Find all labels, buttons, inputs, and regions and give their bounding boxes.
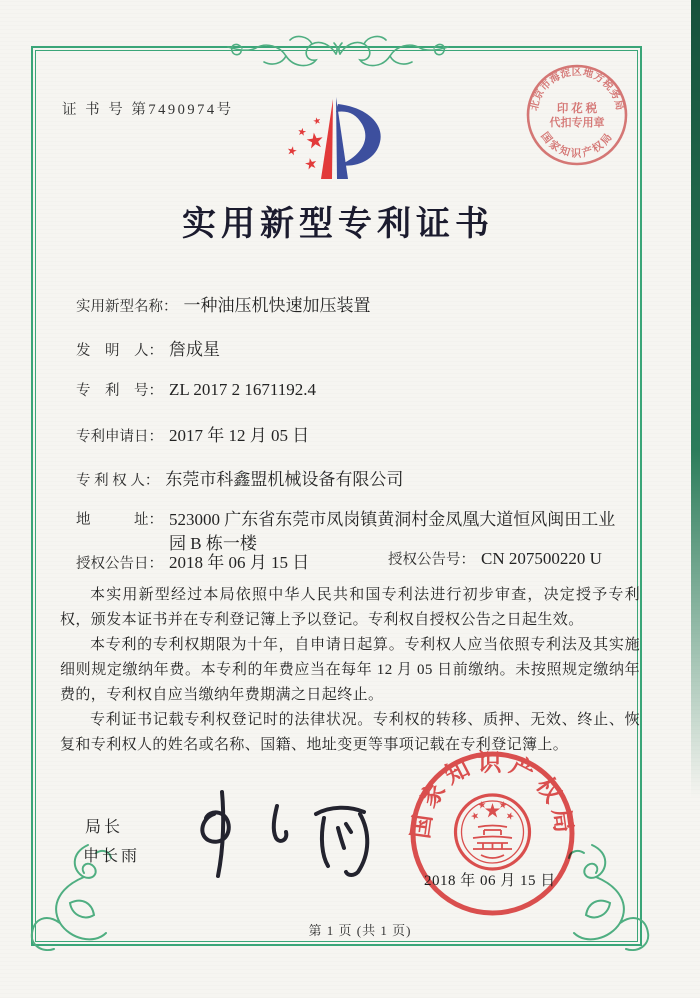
field-row-filing-date (76, 421, 309, 446)
field-label: 专 利 权 人： (76, 473, 160, 489)
bottom-right-ornament-icon (565, 843, 670, 965)
field-label: 地 址： (76, 512, 163, 528)
field-label: 授权公告日： (76, 556, 163, 572)
field-value: 523000 广东省东莞市凤岗镇黄洞村金凤凰大道恒风闽田工业园 B 栋一楼 (169, 510, 616, 553)
legal-paragraph: 本实用新型经过本局依照中华人民共和国专利法进行初步审查，决定授予专利权，颁发本证书并在专利登记簿上予以登记。专利权自授权公告之日起生效。 (60, 587, 640, 628)
director-title: 局长 (85, 819, 124, 836)
cnipa-patent-logo-icon (278, 92, 390, 186)
field-row-grant-number (388, 548, 602, 569)
field-value: 詹成星 (169, 340, 220, 359)
legal-paragraph: 本专利的专利权期限为十年，自申请日起算。专利权人应当依照专利法及其实施细则规定缴纳年费。本专利的年费应当在每年 12 月 05 日前缴纳。未按照规定缴纳年费的，专利权自应当缴纳年费期满之日起终止。 (60, 637, 640, 703)
stamp-tax-seal (524, 62, 630, 168)
field-value: 东莞市科鑫盟机械设备有限公司 (165, 470, 404, 489)
seal-arc-text: 国家知识产权局 (408, 750, 577, 841)
field-value: 2018 年 06 月 15 日 (169, 553, 310, 572)
field-label: 实用新型名称： (76, 299, 178, 315)
director-signature-icon (178, 784, 388, 880)
legal-text-block (60, 583, 640, 758)
field-row-patentee (76, 465, 403, 490)
tax-seal-arc-top: 北京市海淀区地方税务局 (529, 67, 625, 112)
field-value: 一种油压机快速加压装置 (183, 296, 371, 315)
scan-edge-shadow (691, 0, 700, 998)
field-row-invention-name (76, 291, 371, 316)
page-footer: 第 1 页 (共 1 页) (308, 923, 412, 938)
field-row-inventor (76, 335, 220, 360)
top-border-ornament-icon (226, 24, 450, 74)
field-label: 专利申请日： (76, 429, 163, 445)
field-value: ZL 2017 2 1671192.4 (169, 380, 317, 399)
field-label: 发 明 人： (76, 343, 163, 359)
tax-seal-arc-bottom: 国家知识产权局 (538, 130, 616, 160)
tax-seal-line2: 代扣专用章 (549, 117, 605, 129)
field-row-patent-number (76, 379, 316, 400)
field-row-grant-date (76, 548, 309, 573)
certificate-title: 实用新型专利证书 (182, 206, 494, 243)
field-label: 专 利 号： (76, 383, 163, 399)
seal-date: 2018 年 06 月 15 日 (424, 873, 556, 889)
cnipa-official-seal (405, 746, 580, 921)
tax-seal-line1: 印 花 税 (556, 103, 598, 115)
certificate-number: 证 书 号 第7490974号 (62, 102, 234, 118)
field-value: 2017 年 12 月 05 日 (169, 426, 310, 445)
director-name: 申长雨 (83, 848, 141, 865)
field-label: 授权公告号： (388, 552, 475, 568)
china-national-emblem-icon (456, 795, 530, 869)
legal-paragraph: 专利证书记载专利权登记时的法律状况。专利权的转移、质押、无效、终止、恢复和专利权人的姓名或名称、国籍、地址变更等事项记载在专利登记簿上。 (60, 712, 640, 753)
field-value: CN 207500220 U (481, 549, 602, 568)
